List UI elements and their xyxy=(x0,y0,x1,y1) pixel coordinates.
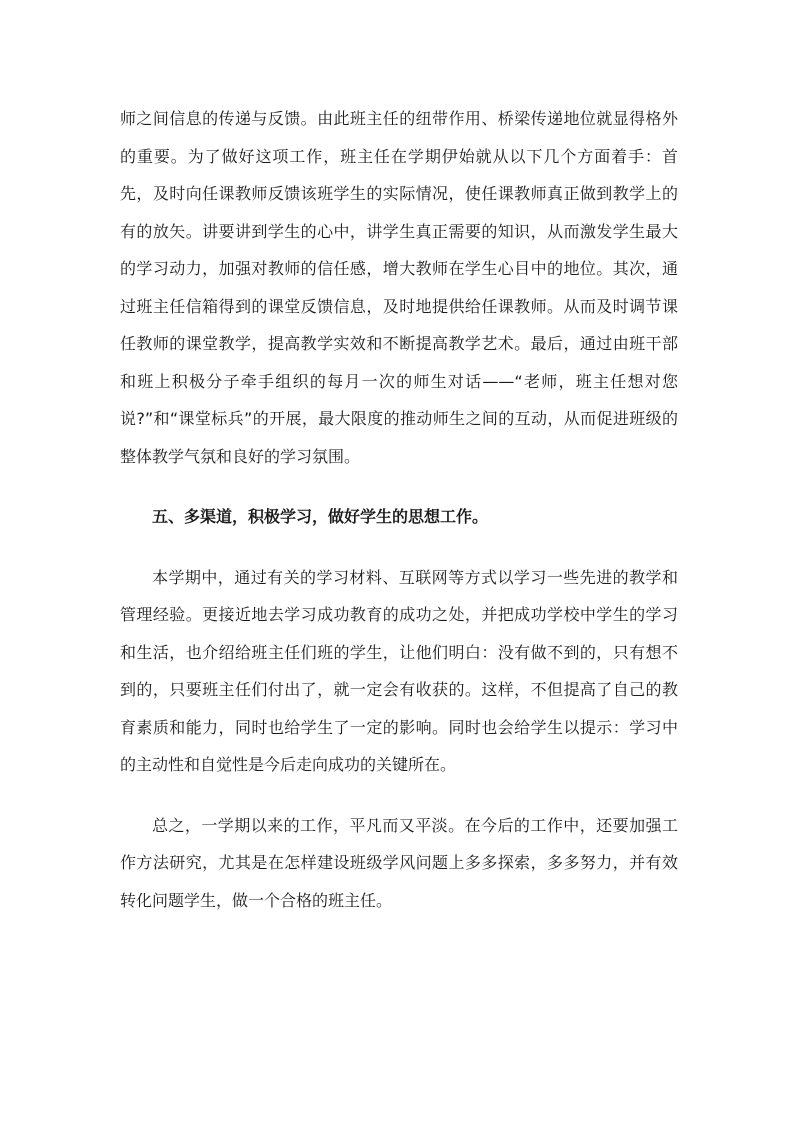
section-heading-five: 五、多渠道，积极学习，做好学生的思想工作。 xyxy=(152,507,489,526)
paragraph-summary: 总之，一学期以来的工作，平凡而又平淡。在今后的工作中，还要加强工作方法研究，尤其是在怎样建设班级学风问题上多多探索，多多努力，并有效转化问题学生，做一个合格的班主任。 xyxy=(120,815,678,910)
paragraph-learning: 本学期中，通过有关的学习材料、互联网等方式以学习一些先进的教学和管理经验。更接近地去学习成功教育的成功之处，并把成功学校中学生的学习和生活，也介绍给班主任们班的学生，让他们明白：没有做不到的，只有想不到的，只要班主任们付出了，就一定会有收获的。这样，不但提高了自己的教育素质和能力，同时也给学生了一定的影响。同时也会给学生以提示：学习中的主动性和自觉性是今后走向成功的关键所在。 xyxy=(120,567,678,774)
document-body xyxy=(120,100,678,919)
paragraph-continuation: 师之间信息的传递与反馈。由此班主任的纽带作用、桥梁传递地位就显得格外的重要。为了做好这项工作，班主任在学期伊始就从以下几个方面着手：首先，及时向任课教师反馈该班学生的实际情况，使任课教师真正做到教学上的有的放矢。讲要讲到学生的心中，讲学生真正需要的知识，从而激发学生最大的学习动力，加强对教师的信任感，增大教师在学生心目中的地位。其次，通过班主任信箱得到的课堂反馈信息，及时地提供给任课教师。从而及时调节课任教师的课堂教学，提高教学实效和不断提高教学艺术。最后，通过由班干部和班上积极分子牵手组织的每月一次的师生对话——“老师，班主任想对您说?”和“课堂标兵”的开展，最大限度的推动师生之间的互动，从而促进班级的整体教学气氛和良好的学习氛围。 xyxy=(120,109,678,466)
